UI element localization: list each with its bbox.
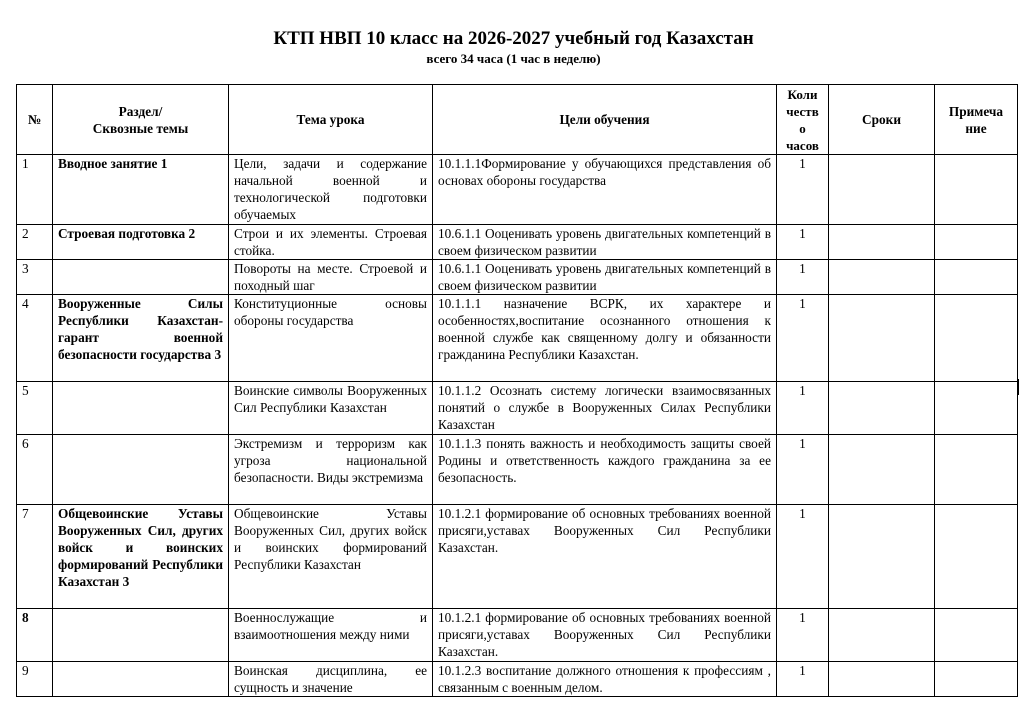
- row-hours: 1: [777, 505, 829, 609]
- row-section: [53, 435, 229, 505]
- header-hours-part4: часов: [786, 137, 819, 153]
- row-notes: [935, 435, 1018, 505]
- row-section: [53, 382, 229, 435]
- row-goals: 10.1.2.3 воспитание должного отношения к профессиям , связанным с военным делом.: [433, 662, 777, 697]
- header-section: [53, 85, 229, 155]
- row-notes: [935, 662, 1018, 697]
- row-dates: [829, 505, 935, 609]
- row-hours: 1: [777, 295, 829, 382]
- header-notes-part1: Примеча: [948, 103, 1004, 119]
- row-notes: [935, 225, 1018, 260]
- row-dates: [829, 382, 935, 435]
- row-hours: 1: [777, 435, 829, 505]
- row-goals: 10.1.1.1Формирование у обучающихся представления об основах обороны государства: [433, 155, 777, 225]
- row-dates: [829, 260, 935, 295]
- row-goals: 10.1.1.3 понять важность и необходимость защиты своей Родины и ответственность каждого гражданина за ее безопасность.: [433, 435, 777, 505]
- row-number: 2: [17, 225, 53, 260]
- header-section-line2: Сквозные темы: [92, 120, 189, 136]
- table-header-row: [17, 85, 1018, 155]
- row-topic: Общевоинские Уставы Вооруженных Сил, других войск и воинских формирований Республики Казахстан: [229, 505, 433, 609]
- row-topic: Повороты на месте. Строевой и походный шаг: [229, 260, 433, 295]
- table-row: [17, 505, 1018, 609]
- row-hours: 1: [777, 155, 829, 225]
- table-row: [17, 435, 1018, 505]
- row-number: 4: [17, 295, 53, 382]
- row-topic: Конституционные основы обороны государства: [229, 295, 433, 382]
- header-hours: [777, 85, 829, 155]
- header-hours-part1: Коли: [787, 86, 818, 102]
- row-section: [53, 260, 229, 295]
- row-dates: [829, 435, 935, 505]
- table-row: [17, 260, 1018, 295]
- table-row: [17, 155, 1018, 225]
- row-notes: [935, 382, 1018, 435]
- row-topic: Цели, задачи и содержание начальной военной и технологической подготовки обучаемых: [229, 155, 433, 225]
- row-section: Общевоинские Уставы Вооруженных Сил, других войск и воинских формирований Республики Казахстан 3: [53, 505, 229, 609]
- row-topic: Строи и их элементы. Строевая стойка.: [229, 225, 433, 260]
- row-section: [53, 609, 229, 662]
- row-goals: 10.6.1.1 Ооценивать уровень двигательных компетенций в своем физическом развитии: [433, 225, 777, 260]
- header-goals: Цели обучения: [433, 85, 777, 155]
- row-hours: 1: [777, 260, 829, 295]
- row-dates: [829, 225, 935, 260]
- row-dates: [829, 662, 935, 697]
- header-section-line1: Раздел/: [118, 103, 163, 119]
- row-hours: 1: [777, 662, 829, 697]
- header-dates: Сроки: [829, 85, 935, 155]
- row-number: 8: [17, 609, 53, 662]
- row-notes: [935, 155, 1018, 225]
- header-hours-part3: о: [799, 120, 806, 136]
- row-section: [53, 662, 229, 697]
- row-section: Строевая подготовка 2: [53, 225, 229, 260]
- document-title: КТП НВП 10 класс на 2026-2027 учебный год Казахстан: [273, 28, 754, 49]
- row-number: 1: [17, 155, 53, 225]
- row-goals: 10.1.2.1 формирование об основных требованиях военной присяги,уставах Вооруженных Сил Республики Казахстан.: [433, 609, 777, 662]
- row-hours: 1: [777, 382, 829, 435]
- row-number: 7: [17, 505, 53, 609]
- header-notes-part2: ние: [965, 120, 987, 136]
- row-number: 6: [17, 435, 53, 505]
- row-section: Вводное занятие 1: [53, 155, 229, 225]
- row-topic: Воинские символы Вооруженных Сил Республики Казахстан: [229, 382, 433, 435]
- row-hours: 1: [777, 225, 829, 260]
- row-notes: [935, 295, 1018, 382]
- row-notes: [935, 260, 1018, 295]
- text-cursor-mark: [1018, 379, 1019, 395]
- row-notes: [935, 609, 1018, 662]
- document-subtitle: всего 34 часа (1 час в неделю): [426, 51, 601, 66]
- row-goals: 10.1.2.1 формирование об основных требованиях военной присяги,уставах Вооруженных Сил Республики Казахстан.: [433, 505, 777, 609]
- row-dates: [829, 609, 935, 662]
- row-number: 5: [17, 382, 53, 435]
- row-dates: [829, 155, 935, 225]
- table-row: [17, 382, 1018, 435]
- row-hours: 1: [777, 609, 829, 662]
- row-topic: Военнослужащие и взаимоотношения между ними: [229, 609, 433, 662]
- header-number: №: [17, 85, 53, 155]
- row-section: Вооруженные Силы Республики Казахстан-гарант военной безопасности государства 3: [53, 295, 229, 382]
- table-row: [17, 662, 1018, 697]
- header-hours-part2: честв: [786, 103, 819, 119]
- table-row: [17, 225, 1018, 260]
- row-topic: Воинская дисциплина, ее сущность и значение: [229, 662, 433, 697]
- header-topic: Тема урока: [229, 85, 433, 155]
- table-row: [17, 609, 1018, 662]
- row-dates: [829, 295, 935, 382]
- header-notes: [935, 85, 1018, 155]
- row-number: 3: [17, 260, 53, 295]
- row-number: 9: [17, 662, 53, 697]
- row-notes: [935, 505, 1018, 609]
- row-goals: 10.1.1.2 Осознать систему логически взаимосвязанных понятий о службе в Вооруженных Силах Республики Казахстан: [433, 382, 777, 435]
- row-goals: 10.6.1.1 Ооценивать уровень двигательных компетенций в своем физическом развитии: [433, 260, 777, 295]
- table-row: [17, 295, 1018, 382]
- row-topic: Экстремизм и терроризм как угроза национальной безопасности. Виды экстремизма: [229, 435, 433, 505]
- row-goals: 10.1.1.1 назначение ВСРК, их характере и особенностях,воспитание осознанного отношения к военной службе как священному долгу и обязанности гражданина Республики Казахстан.: [433, 295, 777, 382]
- curriculum-table: [16, 84, 1018, 697]
